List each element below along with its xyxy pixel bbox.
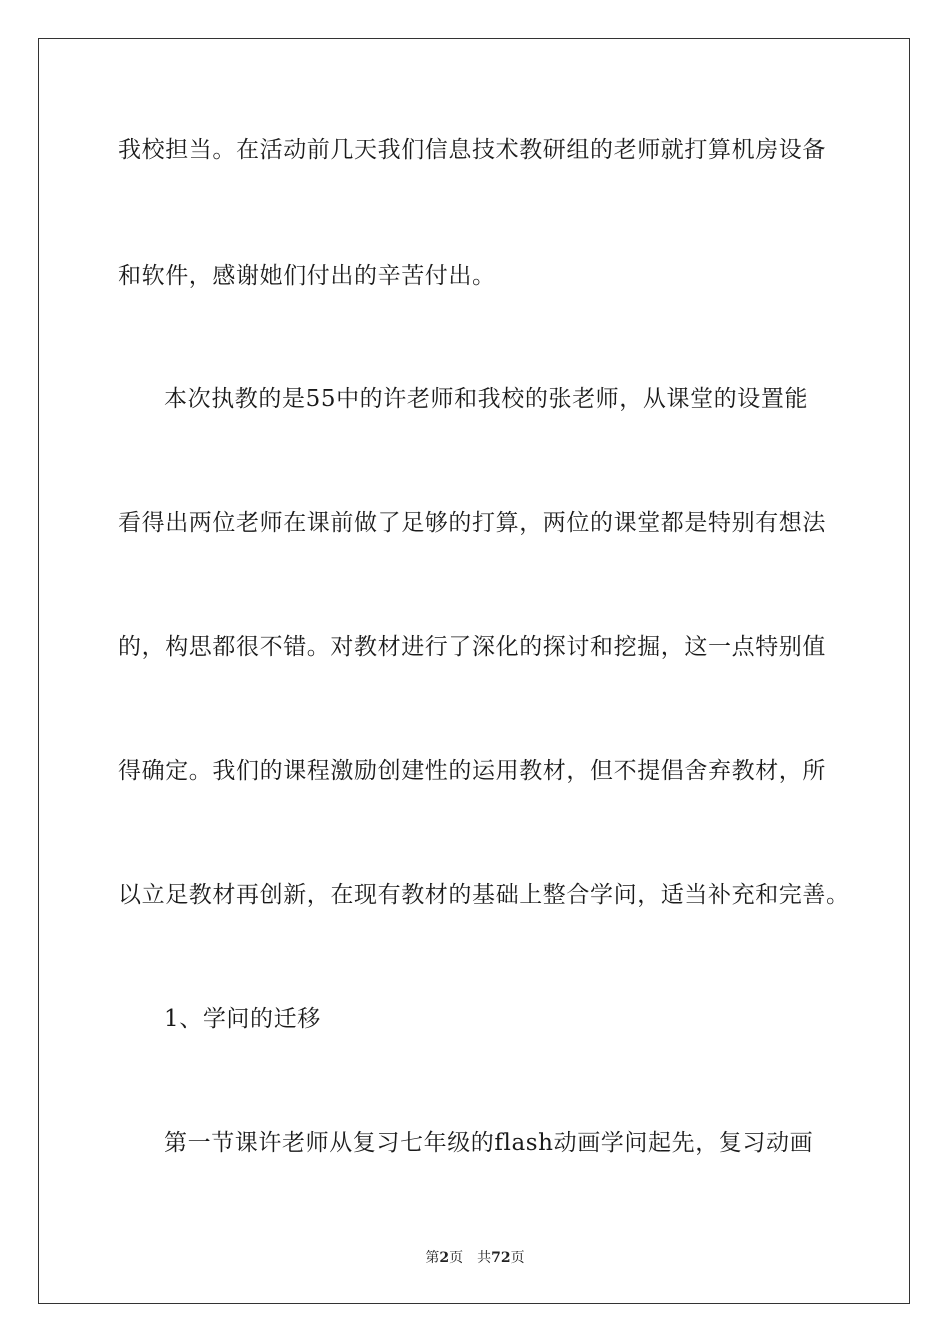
paragraph-start-line: 本次执教的是55中的许老师和我校的张老师，从课堂的设置能 — [164, 386, 809, 412]
body-text-line: 的，构思都很不错。对教材进行了深化的探讨和挖掘，这一点特别值 — [118, 634, 826, 660]
body-text-line: 和软件，感谢她们付出的辛苦付出。 — [118, 263, 496, 289]
body-text-line: 我校担当。在活动前几天我们信息技术教研组的老师就打算机房设备 — [118, 137, 826, 163]
section-heading: 1、学问的迁移 — [164, 1006, 321, 1032]
body-text-line: 看得出两位老师在课前做了足够的打算，两位的课堂都是特别有想法 — [118, 510, 826, 536]
body-text-line: 得确定。我们的课程激励创建性的运用教材，但不提倡舍弃教材，所 — [118, 758, 826, 784]
body-text-line: 以立足教材再创新，在现有教材的基础上整合学问，适当补充和完善。 — [118, 882, 850, 908]
page-prefix: 第 — [425, 1250, 440, 1266]
total-suffix: 页 — [510, 1250, 525, 1266]
page-suffix: 页 — [449, 1250, 464, 1266]
page-footer — [0, 1247, 950, 1267]
total-pages: 72 — [491, 1250, 511, 1266]
page-border — [38, 38, 910, 1304]
page-number: 2 — [439, 1250, 450, 1266]
total-prefix: 共 — [477, 1250, 492, 1266]
paragraph-start-line: 第一节课许老师从复习七年级的flash动画学问起先，复习动画 — [164, 1130, 814, 1156]
